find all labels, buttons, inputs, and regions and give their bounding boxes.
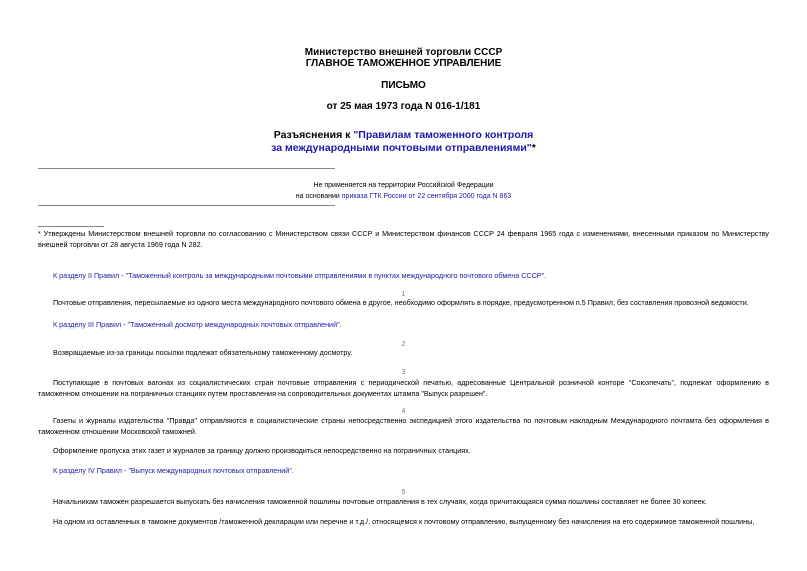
ministry-name: Министерство внешней торговли СССР xyxy=(304,47,503,58)
paragraph-1: Почтовые отправления, пересылаемые из одного места международного почтового обмена в другое, необходимо оформлять в порядке, предусмотренном п.5 Правил, без составления провозной ведомости. xyxy=(53,298,749,307)
paragraph-4: Газеты и журналы издательства "Правда" отправляются в социалистические страны непосредственно экспедицией этого издательства по почтовым накладным Международного почтамта без оформления в таможенном отношении Московской таможней. xyxy=(38,416,769,436)
item-number-4: 4 xyxy=(401,408,406,415)
order-link[interactable]: приказа ГТК России от 22 сентября 2000 года N 863 xyxy=(341,193,512,200)
item-number-2: 2 xyxy=(401,341,406,348)
rules-link-line2[interactable]: за международными почтовыми отправлениями" xyxy=(271,142,532,154)
title-footnote-mark: * xyxy=(531,142,536,154)
paragraph-6: На одном из оставленных в таможне документов /таможенной декларации или перечне и т.д./, относящемся к почтовому отправлению, выпущенному без начисления на его содержимое таможенной пошлины, xyxy=(53,517,755,526)
document-date-number: от 25 мая 1973 года N 016-1/181 xyxy=(326,101,481,112)
status-note-prefix: на основании xyxy=(295,193,342,200)
paragraph-2: Возвращаемые из-за границы посылки подлежат обязательному таможенному досмотру. xyxy=(53,348,353,357)
paragraph-4b: Оформление пропуска этих газет и журналов за границу должно производиться непосредственно на пограничных станциях. xyxy=(53,446,471,455)
item-number-1: 1 xyxy=(401,291,406,298)
paragraph-3: Поступающие в почтовых вагонах из социалистических стран почтовые отправления с периодической печатью, адресованные Центральной розничной конторе "Союзпечать", подлежат оформлению в таможенном отношении на пограничных станциях путем проставления на сопроводительных документах штампа "Выпуск разрешен". xyxy=(38,378,769,398)
title-prefix: Разъяснения к xyxy=(273,129,354,141)
section-4-link[interactable]: К разделу IV Правил - "Выпуск международных почтовых отправлений". xyxy=(53,466,294,475)
divider-top xyxy=(38,168,335,169)
footnote-text: * Утверждены Министерством внешней торговли по согласованию с Министерством связи СССР и Министерством финансов СССР 24 февраля 1965 года с изменениями, внесенными приказом по Министерству внешней торговли от 28 августа 1969 года N 282. xyxy=(38,229,769,249)
status-note-line2 xyxy=(0,192,807,202)
department-name: ГЛАВНОЕ ТАМОЖЕННОЕ УПРАВЛЕНИЕ xyxy=(305,58,502,69)
status-note-line1: Не применяется на территории Российской Федерации xyxy=(313,182,494,189)
item-number-5: 5 xyxy=(401,489,406,496)
item-number-3: 3 xyxy=(401,369,406,376)
document-type: ПИСЬМО xyxy=(381,80,426,91)
document-title-line2 xyxy=(0,142,807,155)
section-3-link[interactable]: К разделу III Правил - "Таможенный досмотр международных почтовых отправлений". xyxy=(53,320,342,329)
rules-link-line1[interactable]: "Правилам таможенного контроля xyxy=(353,129,534,141)
paragraph-5: Начальникам таможен разрешается выпускать без начисления таможенной пошлины почтовые отправления в тех случаях, когда причитающаяся сумма пошлины составляет не более 30 копеек. xyxy=(53,497,707,506)
divider-bottom xyxy=(38,205,335,206)
document-title xyxy=(0,129,807,142)
section-2-link[interactable]: К разделу II Правил - "Таможенный контроль за международными почтовыми отправлениями в пунктах международного почтового обмена СССР". xyxy=(53,271,547,280)
footnote-rule xyxy=(38,226,104,227)
